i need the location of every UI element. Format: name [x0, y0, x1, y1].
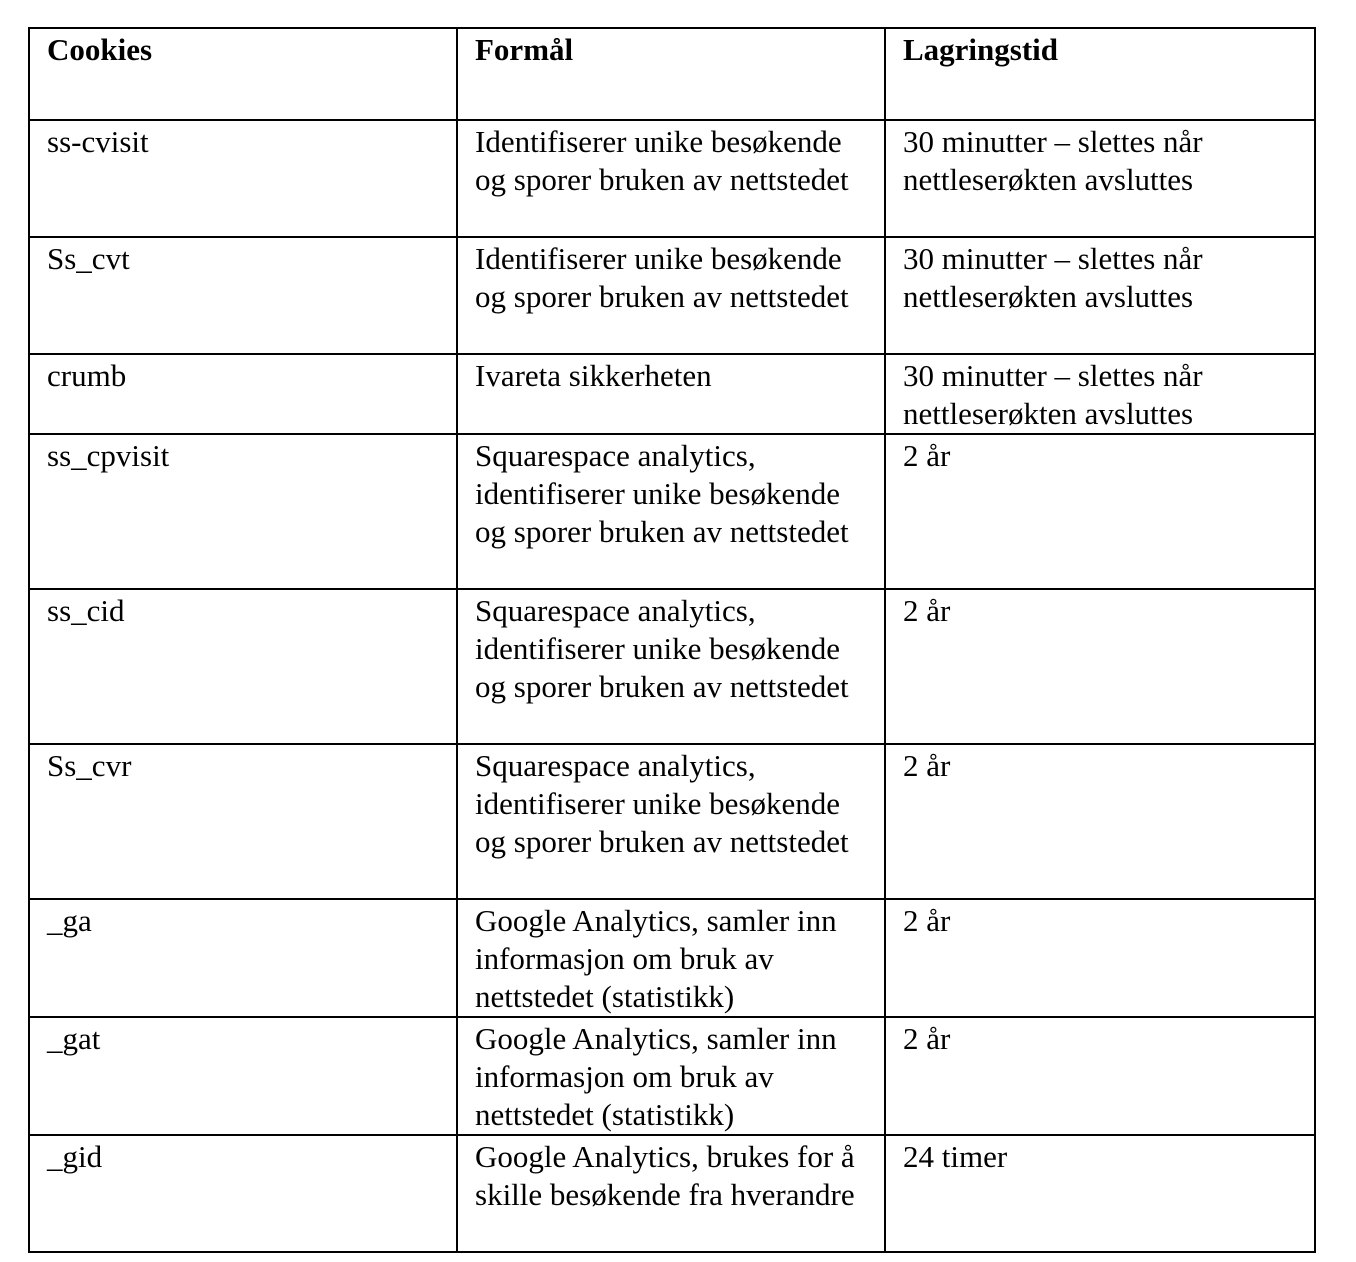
purpose-cell: Ivareta sikkerheten	[457, 354, 885, 434]
purpose-cell: Squarespace analytics, identifiserer unike besøkende og sporer bruken av nettstedet	[457, 589, 885, 744]
header-storage-time: Lagringstid	[885, 28, 1315, 120]
cookie-table	[28, 27, 1316, 1253]
purpose-cell: Squarespace analytics, identifiserer unike besøkende og sporer bruken av nettstedet	[457, 744, 885, 899]
table-row	[29, 120, 1315, 237]
purpose-cell: Google Analytics, samler inn informasjon om bruk av nettstedet (statistikk)	[457, 899, 885, 1017]
cookie-name-cell: ss-cvisit	[29, 120, 457, 237]
storage-time-cell: 2 år	[885, 744, 1315, 899]
purpose-cell: Identifiserer unike besøkende og sporer bruken av nettstedet	[457, 237, 885, 354]
header-cookies: Cookies	[29, 28, 457, 120]
table-header-row	[29, 28, 1315, 120]
storage-time-cell: 30 minutter – slettes når nettleserøkten avsluttes	[885, 120, 1315, 237]
table-row	[29, 1017, 1315, 1135]
cookie-name-cell: Ss_cvr	[29, 744, 457, 899]
cookie-name-cell: _gat	[29, 1017, 457, 1135]
table-row	[29, 744, 1315, 899]
storage-time-cell: 2 år	[885, 589, 1315, 744]
storage-time-cell: 2 år	[885, 434, 1315, 589]
cookie-name-cell: crumb	[29, 354, 457, 434]
storage-time-cell: 30 minutter – slettes når nettleserøkten avsluttes	[885, 237, 1315, 354]
purpose-cell: Squarespace analytics, identifiserer unike besøkende og sporer bruken av nettstedet	[457, 434, 885, 589]
storage-time-cell: 2 år	[885, 899, 1315, 1017]
table-row	[29, 1135, 1315, 1252]
cookie-name-cell: _gid	[29, 1135, 457, 1252]
table-row	[29, 237, 1315, 354]
storage-time-cell: 30 minutter – slettes når nettleserøkten avsluttes	[885, 354, 1315, 434]
purpose-cell: Google Analytics, brukes for å skille besøkende fra hverandre	[457, 1135, 885, 1252]
cookie-name-cell: ss_cpvisit	[29, 434, 457, 589]
table-row	[29, 354, 1315, 434]
cookie-name-cell: _ga	[29, 899, 457, 1017]
storage-time-cell: 2 år	[885, 1017, 1315, 1135]
purpose-cell: Identifiserer unike besøkende og sporer bruken av nettstedet	[457, 120, 885, 237]
storage-time-cell: 24 timer	[885, 1135, 1315, 1252]
purpose-cell: Google Analytics, samler inn informasjon om bruk av nettstedet (statistikk)	[457, 1017, 885, 1135]
cookie-name-cell: ss_cid	[29, 589, 457, 744]
table-row	[29, 899, 1315, 1017]
header-purpose: Formål	[457, 28, 885, 120]
cookie-name-cell: Ss_cvt	[29, 237, 457, 354]
table-row	[29, 434, 1315, 589]
table-row	[29, 589, 1315, 744]
